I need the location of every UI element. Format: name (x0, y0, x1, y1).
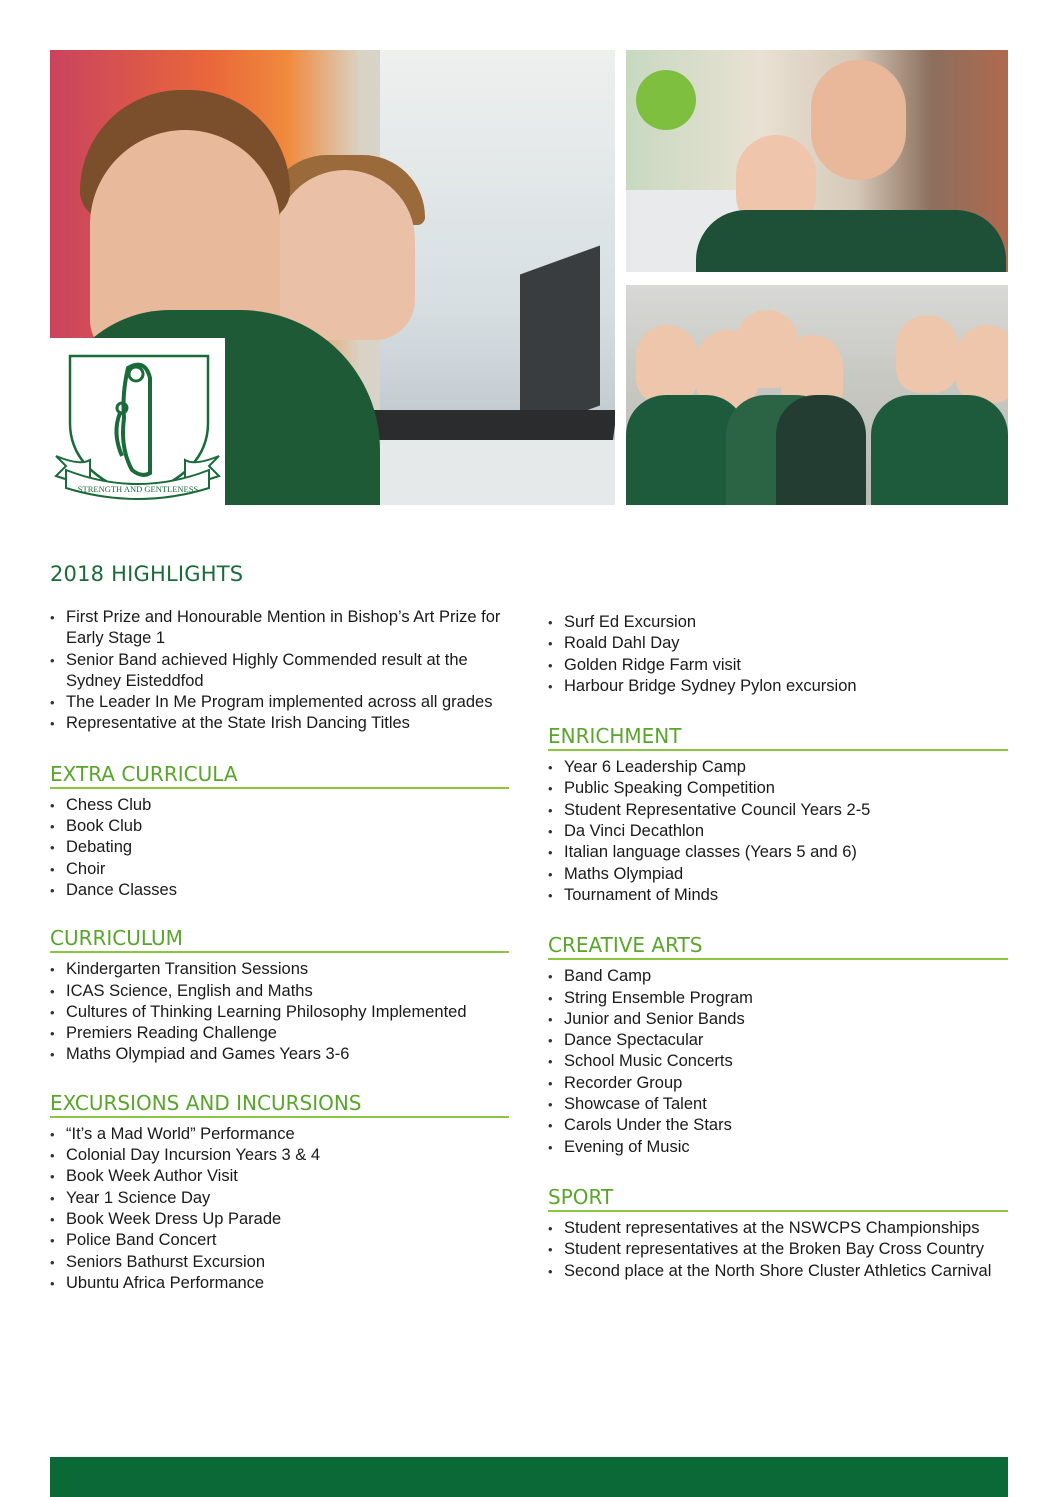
list-item: • Premiers Reading Challenge (50, 1023, 509, 1044)
list-item: • Band Camp (548, 966, 1008, 987)
list-item: • Maths Olympiad and Games Years 3-6 (50, 1044, 509, 1065)
excursions-continued-list (548, 612, 1008, 697)
enrichment-section (548, 724, 1008, 906)
school-crest-logo (50, 338, 225, 505)
highlights-list (50, 607, 509, 735)
extra-curricula-section (50, 762, 509, 901)
list-item: • Police Band Concert (50, 1230, 509, 1251)
highlights-heading: 2018 HIGHLIGHTS (50, 562, 244, 586)
list-item: • Seniors Bathurst Excursion (50, 1252, 509, 1273)
excursions-list (50, 1124, 509, 1294)
list-item: • Recorder Group (548, 1073, 1008, 1094)
sport-section (548, 1185, 1008, 1282)
list-item: • Chess Club (50, 795, 509, 816)
extra-curricula-heading: EXTRA CURRICULA (50, 762, 509, 789)
excursions-section (50, 1091, 509, 1294)
list-item: • Public Speaking Competition (548, 778, 1008, 799)
list-item: • Dance Spectacular (548, 1030, 1008, 1051)
list-item: • Da Vinci Decathlon (548, 821, 1008, 842)
creative-arts-section (548, 933, 1008, 1158)
list-item: • Colonial Day Incursion Years 3 & 4 (50, 1145, 509, 1166)
list-item: • Maths Olympiad (548, 864, 1008, 885)
photo-teacher-student (626, 50, 1008, 272)
enrichment-heading: ENRICHMENT (548, 724, 1008, 751)
curriculum-section (50, 926, 509, 1065)
creative-arts-list (548, 966, 1008, 1158)
list-item: • “It’s a Mad World” Performance (50, 1124, 509, 1145)
excursions-heading: EXCURSIONS AND INCURSIONS (50, 1091, 509, 1118)
extra-curricula-list (50, 795, 509, 901)
curriculum-heading: CURRICULUM (50, 926, 509, 953)
list-item: • Book Week Author Visit (50, 1166, 509, 1187)
list-item: • Showcase of Talent (548, 1094, 1008, 1115)
list-item: • Dance Classes (50, 880, 509, 901)
list-item: • Book Club (50, 816, 509, 837)
list-item: • Student Representative Council Years 2-5 (548, 800, 1008, 821)
list-item: • Cultures of Thinking Learning Philosophy Implemented (50, 1002, 509, 1023)
list-item: • Roald Dahl Day (548, 633, 1008, 654)
sport-list (548, 1218, 1008, 1282)
list-item: • Debating (50, 837, 509, 858)
list-item: • Student representatives at the NSWCPS Championships (548, 1218, 1008, 1239)
list-item: • Harbour Bridge Sydney Pylon excursion (548, 676, 1008, 697)
list-item: • Book Week Dress Up Parade (50, 1209, 509, 1230)
list-item: • Evening of Music (548, 1137, 1008, 1158)
photo-choir-students (626, 285, 1008, 505)
enrichment-list (548, 757, 1008, 906)
list-item: • Year 6 Leadership Camp (548, 757, 1008, 778)
list-item: • Kindergarten Transition Sessions (50, 959, 509, 980)
crest-motto: STRENGTH AND GENTLENESS (77, 484, 199, 494)
list-item: • Carols Under the Stars (548, 1115, 1008, 1136)
list-item: • Surf Ed Excursion (548, 612, 1008, 633)
list-item: • Choir (50, 859, 509, 880)
list-item: • ICAS Science, English and Maths (50, 981, 509, 1002)
list-item: • The Leader In Me Program implemented across all grades (50, 692, 509, 713)
list-item: • Student representatives at the Broken Bay Cross Country (548, 1239, 1008, 1260)
list-item: • First Prize and Honourable Mention in Bishop’s Art Prize for Early Stage 1 (50, 607, 509, 650)
list-item: • Italian language classes (Years 5 and 6) (548, 842, 1008, 863)
list-item: • Representative at the State Irish Dancing Titles (50, 713, 509, 734)
list-item: • Senior Band achieved Highly Commended result at the Sydney Eisteddfod (50, 650, 509, 693)
sport-heading: SPORT (548, 1185, 1008, 1212)
list-item: • Ubuntu Africa Performance (50, 1273, 509, 1294)
footer-bar (50, 1457, 1008, 1497)
list-item: • Year 1 Science Day (50, 1188, 509, 1209)
list-item: • Junior and Senior Bands (548, 1009, 1008, 1030)
left-column (50, 562, 509, 1294)
list-item: • Second place at the North Shore Cluster Athletics Carnival (548, 1261, 1008, 1282)
creative-arts-heading: CREATIVE ARTS (548, 933, 1008, 960)
list-item: • School Music Concerts (548, 1051, 1008, 1072)
list-item: • Golden Ridge Farm visit (548, 655, 1008, 676)
list-item: • Tournament of Minds (548, 885, 1008, 906)
list-item: • String Ensemble Program (548, 988, 1008, 1009)
right-column (548, 612, 1008, 1282)
curriculum-list (50, 959, 509, 1065)
